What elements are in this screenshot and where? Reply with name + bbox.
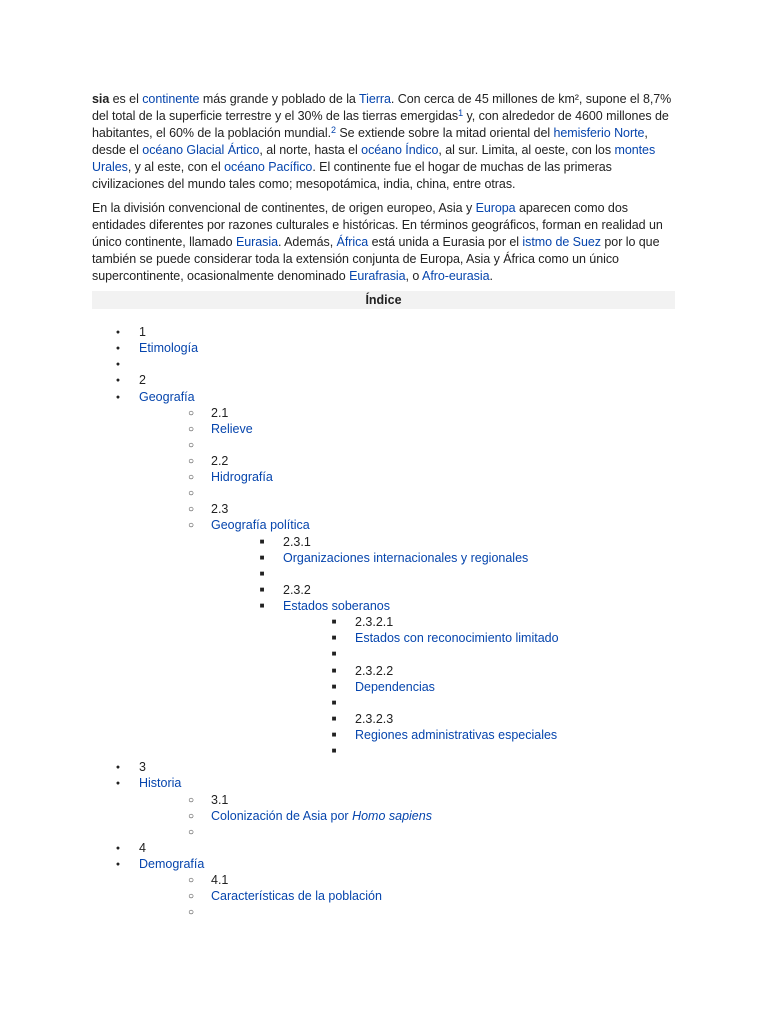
toc-label: 2.1 (211, 405, 229, 420)
article-body (92, 91, 675, 929)
paragraph-text: . Con cerca de 45 millones de km², supone el 8,7% del total de la superficie terrestre y el 30% de las tierras emergidas (92, 92, 672, 124)
bullet-icon (112, 340, 124, 357)
bullet-icon (112, 372, 124, 389)
bullet-icon (256, 566, 268, 582)
toc-section-number (139, 372, 146, 388)
toc-row (92, 630, 675, 646)
article-link[interactable]: istmo de Suez (522, 234, 601, 249)
toc-row (92, 566, 675, 582)
bullet-icon (185, 501, 197, 518)
toc-section-number (139, 759, 146, 775)
article-link[interactable]: Eurasia (235, 234, 278, 249)
bullet-icon (185, 485, 197, 502)
bullet-icon (256, 582, 268, 598)
article-link[interactable]: continente (142, 92, 200, 106)
toc-row (92, 405, 675, 421)
toc-section-number (283, 534, 311, 550)
toc-link[interactable] (355, 630, 559, 646)
paragraph-text: . El continente fue el hogar de muchas de las primeras civilizaciones del mundo tales como; mesopotámica, india, china, entre otras. (92, 160, 612, 192)
paragraph-text: . Además, (277, 234, 337, 249)
bullet-icon (112, 759, 124, 776)
paragraph-text: más grande y poblado de la (199, 92, 360, 106)
toc-row (92, 389, 675, 405)
bullet-icon (256, 534, 268, 550)
toc-link[interactable] (355, 679, 435, 695)
article-link[interactable]: Eurafrasia (349, 268, 406, 283)
toc-row (92, 372, 675, 388)
toc-label: Historia (139, 776, 182, 791)
toc-row (92, 501, 675, 517)
table-of-contents (92, 309, 675, 929)
article-link[interactable]: océano Glacial Ártico (142, 143, 260, 158)
toc-label-italic: Homo sapiens (352, 808, 432, 823)
toc-row (92, 534, 675, 550)
toc-label: 4.1 (211, 873, 229, 888)
toc-row (92, 904, 675, 920)
toc-link[interactable] (139, 775, 181, 791)
paragraph-text: En la división convencional de continentes, de origen europeo, Asia y (92, 200, 476, 215)
toc-label: Dependencias (355, 679, 435, 694)
paragraph-text: aparecen como dos entidades diferentes por razones culturales e históricas. En términos geográficos, forman en realidad un único continente, llamado (92, 200, 663, 249)
bullet-icon (185, 904, 197, 921)
toc-section-number (211, 501, 228, 517)
toc-row (92, 792, 675, 808)
toc-section-number (139, 324, 146, 340)
toc-row (92, 550, 675, 566)
toc-label: 3.1 (211, 792, 229, 807)
toc-row (92, 421, 675, 437)
bullet-icon (256, 550, 268, 566)
toc-link[interactable] (139, 389, 195, 405)
toc-label: Etimología (139, 341, 199, 356)
toc-label: 1 (139, 325, 146, 340)
bullet-icon (328, 646, 340, 662)
paragraph-text: . (489, 268, 493, 283)
bullet-icon (185, 888, 197, 905)
bullet-icon (328, 679, 340, 695)
bullet-icon (328, 695, 340, 711)
paragraph-text: y, con alrededor de 4600 millones de habitantes, el 60% de la población mundial. (92, 109, 669, 141)
toc-row (92, 808, 675, 824)
paragraph-text: Se extiende sobre la mitad oriental del (335, 126, 554, 141)
bullet-icon (185, 792, 197, 809)
bullet-icon (185, 872, 197, 889)
article-link[interactable]: océano Índico (361, 143, 439, 158)
toc-row (92, 453, 675, 469)
toc-row (92, 743, 675, 759)
toc-label: Organizaciones internacionales y regionales (283, 550, 529, 565)
bullet-icon (185, 808, 197, 825)
paragraph-text: , y al este, con el (127, 160, 225, 175)
toc-section-number (355, 663, 393, 679)
toc-label: 2.3.2.3 (355, 711, 394, 726)
bullet-icon (185, 517, 197, 534)
article-link[interactable]: montes Urales (92, 143, 656, 175)
toc-label: 2.2 (211, 453, 229, 468)
toc-link[interactable] (211, 469, 273, 485)
toc-section-number (355, 711, 393, 727)
toc-section-number (283, 582, 311, 598)
bullet-icon (112, 856, 124, 873)
toc-link[interactable] (283, 550, 528, 566)
toc-label: 2.3.2 (283, 582, 311, 597)
toc-row (92, 646, 675, 662)
bullet-icon (328, 711, 340, 727)
bullet-icon (112, 775, 124, 792)
toc-link[interactable] (355, 727, 557, 743)
toc-link[interactable] (211, 421, 253, 437)
toc-row (92, 856, 675, 872)
toc-section-number (211, 872, 228, 888)
toc-row (92, 356, 675, 372)
toc-link[interactable] (211, 888, 382, 904)
toc-link[interactable] (283, 598, 390, 614)
article-link[interactable]: Afro-eurasia (422, 268, 490, 283)
footnote-link[interactable]: 2 (331, 125, 336, 136)
toc-row (92, 340, 675, 356)
bullet-icon (112, 324, 124, 341)
paragraph-text: , o (405, 268, 423, 283)
toc-section-number (211, 792, 228, 808)
toc-row (92, 517, 675, 533)
toc-row (92, 775, 675, 791)
bullet-icon (328, 630, 340, 646)
toc-row (92, 485, 675, 501)
toc-row (92, 840, 675, 856)
toc-label: 3 (139, 760, 146, 775)
footnote-link[interactable]: 1 (458, 108, 464, 119)
paragraph-text: es el (109, 92, 143, 106)
toc-label: Hidrografía (211, 470, 273, 485)
bullet-icon (112, 840, 124, 857)
toc-label: 2 (139, 373, 146, 388)
toc-row (92, 824, 675, 840)
article-link[interactable]: hemisferio Norte (553, 126, 645, 141)
toc-row (92, 759, 675, 775)
toc-label: Estados con reconocimiento limitado (355, 631, 559, 646)
toc-row (92, 695, 675, 711)
bullet-icon (328, 614, 340, 630)
bullet-icon (185, 437, 197, 454)
toc-row (92, 679, 675, 695)
toc-label: Relieve (211, 421, 253, 436)
toc-link[interactable] (139, 856, 204, 872)
toc-row (92, 663, 675, 679)
toc-label: Geografía (139, 389, 195, 404)
toc-row (92, 437, 675, 453)
toc-label: Regiones administrativas especiales (355, 728, 558, 743)
toc-label: 2.3.2.1 (355, 615, 394, 630)
toc-label: 2.3.2.2 (355, 663, 394, 678)
toc-label: Demografía (139, 856, 205, 871)
toc-row (92, 711, 675, 727)
toc-section-number (211, 405, 228, 421)
bullet-icon (328, 727, 340, 743)
bullet-icon (328, 663, 340, 679)
bullet-icon (112, 356, 124, 373)
article-link[interactable]: Europa (475, 200, 516, 215)
toc-row (92, 582, 675, 598)
bullet-icon (185, 405, 197, 422)
toc-row (92, 324, 675, 340)
bullet-icon (328, 743, 340, 759)
article-link[interactable]: África (336, 234, 369, 249)
paragraph-text: por lo que también se puede considerar toda la extensión conjunta de Europa, Asia y África como un único supercontinente, ocasionalmente denominado (92, 234, 660, 283)
toc-label: Características de la población (211, 889, 382, 904)
bullet-icon (112, 389, 124, 406)
bullet-icon (185, 421, 197, 438)
paragraph-text: , desde el (92, 126, 648, 158)
bullet-icon (185, 469, 197, 486)
paragraph-text: , al norte, hasta el (259, 143, 362, 158)
toc-row (92, 598, 675, 614)
toc-row (92, 614, 675, 630)
article-subject: sia (92, 92, 110, 106)
article-link[interactable]: océano Pacífico (224, 160, 313, 175)
intro-paragraph-2 (92, 200, 675, 285)
toc-section-number (211, 453, 228, 469)
paragraph-text: está unida a Eurasia por el (368, 234, 523, 249)
bullet-icon (256, 598, 268, 614)
toc-label: 4 (139, 840, 146, 855)
toc-link[interactable] (211, 808, 432, 824)
toc-link[interactable] (211, 517, 310, 533)
toc-row (92, 727, 675, 743)
bullet-icon (185, 824, 197, 841)
bullet-icon (185, 453, 197, 470)
toc-label: Colonización de Asia por (211, 808, 353, 823)
paragraph-text: , al sur. Limita, al oeste, con los (438, 143, 615, 158)
toc-label: Geografía política (211, 518, 310, 533)
toc-label: 2.3.1 (283, 534, 311, 549)
article-link[interactable]: Tierra (359, 92, 391, 106)
intro-paragraph-1 (92, 91, 675, 194)
toc-label: 2.3 (211, 502, 229, 517)
toc-section-number (139, 840, 146, 856)
toc-label: Estados soberanos (283, 599, 391, 614)
toc-row (92, 872, 675, 888)
toc-row (92, 888, 675, 904)
toc-link[interactable] (139, 340, 198, 356)
toc-title: Índice (92, 291, 675, 309)
toc-row (92, 469, 675, 485)
toc-section-number (355, 614, 393, 630)
